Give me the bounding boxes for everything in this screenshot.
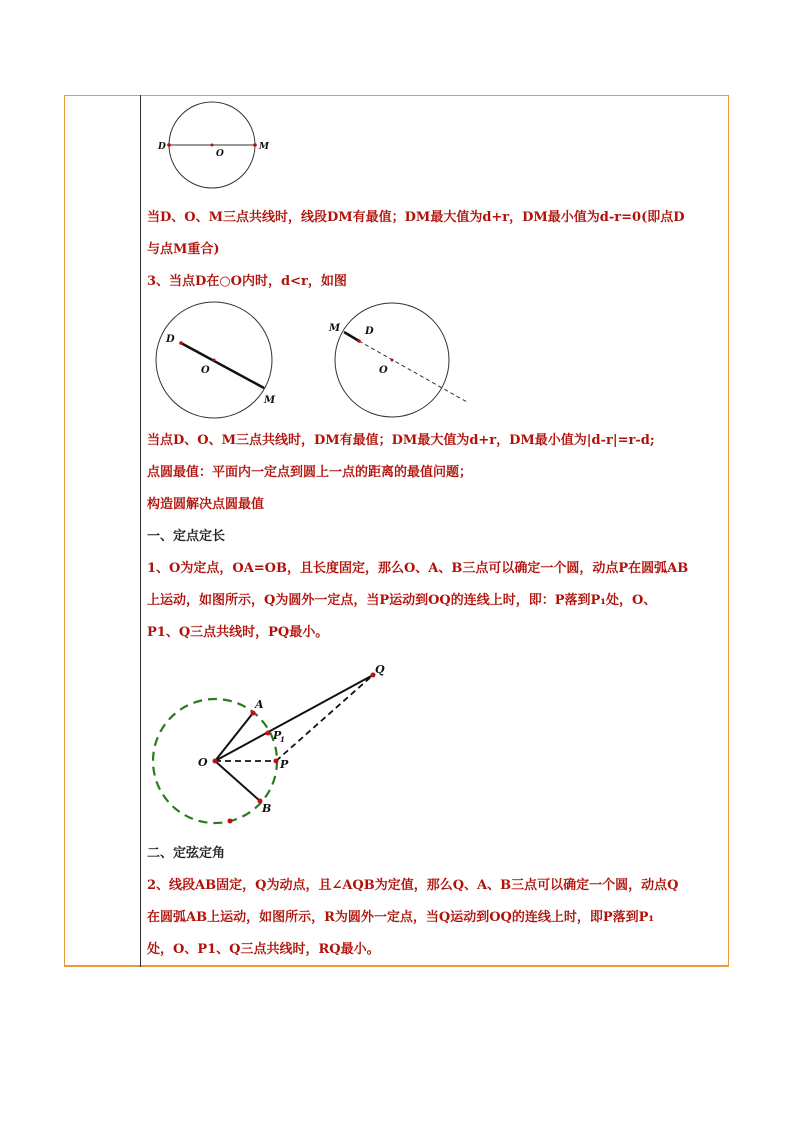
- label-b: B: [262, 802, 272, 815]
- text-line-5: 点圆最值：平面内一定点到圆上一点的距离的最值问题；: [147, 465, 473, 480]
- heading-fixed-point-fixed-length: 一、定点定长: [147, 529, 226, 544]
- text-line-4: 当点D、O、M三点共线时，DM有最值；DM最大值为d+r，DM最小值为|d-r|=r-d;: [147, 433, 655, 448]
- heading-fixed-chord-fixed-angle: 二、定弦定角: [147, 846, 226, 861]
- label-q: Q: [375, 663, 385, 676]
- label-p1-subscript: 1: [280, 735, 285, 744]
- label-p1: P: [273, 729, 282, 742]
- label-o: O: [216, 149, 224, 159]
- label-d: D: [365, 326, 374, 337]
- text-line-14: 处，O、P1、Q三点共线时，RQ最小。: [147, 942, 380, 957]
- figure-point-inside-circle: [150, 300, 290, 410]
- label-p: P: [280, 758, 289, 771]
- label-d: D: [158, 142, 166, 152]
- label-o: O: [198, 756, 208, 769]
- label-m: M: [329, 323, 341, 334]
- figure-point-inside-circle-min: [325, 298, 485, 418]
- figure-circle-diameter: [150, 98, 280, 193]
- text-line-10: P1、Q三点共线时，PQ最小。: [147, 625, 329, 640]
- text-line-6: 构造圆解决点圆最值: [147, 497, 265, 512]
- text-line-8: 1、O为定点，OA=OB，且长度固定，那么O、A、B三点可以确定一个圆，动点P在圆弧AB: [147, 561, 689, 576]
- label-d: D: [166, 334, 175, 345]
- table-column-divider: [140, 95, 141, 967]
- text-line-9: 上运动，如图所示，Q为圆外一定点，当P运动到OQ的连线上时，即：P落到P₁处，O、: [147, 593, 657, 608]
- figure-fixed-point-fixed-length: [145, 658, 405, 833]
- label-o: O: [201, 365, 210, 376]
- text-line-3: 3、当点D在○O内时，d<r，如图: [147, 274, 347, 289]
- label-o: O: [379, 365, 388, 376]
- label-m: M: [264, 395, 276, 406]
- text-line-12: 2、线段AB固定，Q为动点，且∠AQB为定值，那么Q、A、B三点可以确定一个圆，动点Q: [147, 878, 679, 893]
- text-line-1: 当D、O、M三点共线时，线段DM有最值；DM最大值为d+r，DM最小值为d-r=0(即点D: [147, 210, 685, 225]
- text-line-13: 在圆弧AB上运动，如图所示，R为圆外一定点，当Q运动到OQ的连线上时，即P落到P₁: [147, 910, 655, 925]
- text-line-2: 与点M重合): [147, 242, 220, 257]
- label-m: M: [259, 142, 269, 152]
- label-a: A: [255, 698, 264, 711]
